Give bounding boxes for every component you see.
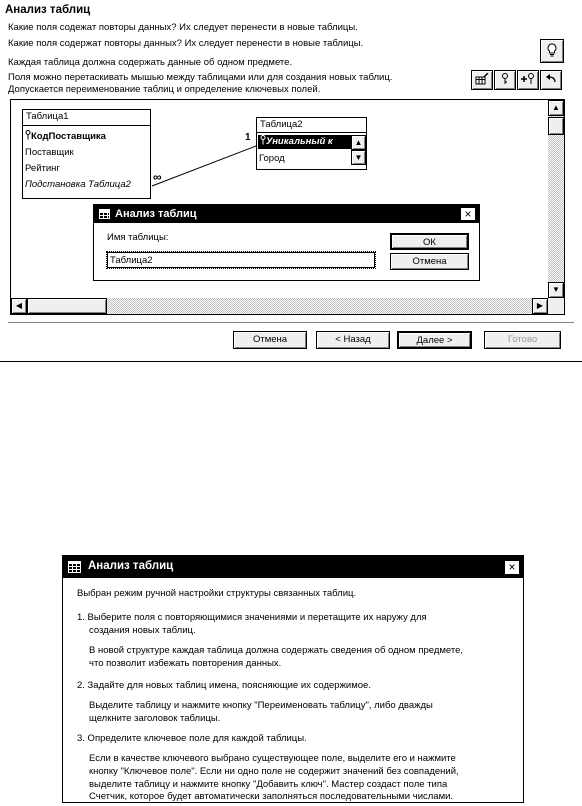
back-button[interactable]: < Назад [316,331,390,349]
field-item[interactable]: Рейтинг [25,163,60,174]
horizontal-scrollbar[interactable] [11,298,548,314]
step2-note: Выделите таблицу и нажмите кнопку "Переименовать таблицу", либо дважды [89,700,433,711]
cancel-button[interactable]: Отмена [233,331,307,349]
question-line-2: Какие поля содержат повторы данных? Их следует перенести в новые таблицы. [8,38,364,49]
field-label: КодПоставщика [31,131,106,142]
step2-note-cont: щелкните заголовок таблицы. [89,713,221,724]
step3-note: Если в качестве ключевого выбрано существующее поле, выделите его и нажмите [89,753,456,764]
relation-one-label: 1 [245,132,251,143]
field-item[interactable]: Поставщик [25,147,74,158]
scroll-down-arrow[interactable]: ▼ [548,282,564,298]
step1-text: 1. Выберите поля с повторяющимися значениями и перетащите их наружу для [77,612,427,623]
table-name-label: Имя таблицы: [107,232,169,243]
add-key-button[interactable] [517,70,539,90]
dialog-cancel-button[interactable]: Отмена [390,253,469,270]
field-item-selected[interactable] [258,135,351,149]
table2-scroll-up[interactable]: ▲ [351,135,366,150]
help-titlebar [63,556,523,578]
vertical-scrollbar[interactable] [548,100,564,298]
scroll-left-arrow[interactable]: ◀ [11,298,27,314]
next-button[interactable]: Далее > [397,331,472,349]
close-icon[interactable]: × [460,207,476,221]
rename-table-button[interactable] [471,70,493,90]
step1-text-cont: создания новых таблиц. [89,625,196,636]
table1-title[interactable]: Таблица1 [26,111,69,122]
table-analyzer-wizard [0,0,582,362]
scrollbar-corner [548,298,564,314]
hint-line-2: Поля можно перетаскивать мышью между таблицами или для создания новых таблиц. [8,72,393,83]
dialog-titlebar [94,205,479,223]
help-dialog [62,555,524,803]
help-title: Анализ таблиц [88,560,174,572]
table-name-input[interactable] [107,252,375,268]
help-intro: Выбран режим ручной настройки структуры связанных таблиц. [77,588,357,599]
rename-table-dialog [93,204,480,281]
relation-many-label: ∞ [153,170,162,184]
question-line-1: Какие поля содежат повторы данных? Их следует перенести в новые таблицы. [8,22,358,33]
step3-text: 3. Определите ключевое поле для каждой таблицы. [77,733,307,744]
table2-box[interactable] [256,117,367,170]
table-icon [68,561,81,573]
dialog-title: Анализ таблиц [115,208,197,220]
hint-line-1: Каждая таблица должна содержать данные об одном предмете. [8,57,293,68]
table2-title[interactable]: Таблица2 [260,119,303,130]
step3-note-cont: кнопку "Ключевое поле". Если ни одно поле не содержит значений без совпадений, [89,766,459,777]
step2-text: 2. Задайте для новых таблиц имена, поясняющие их содержимое. [77,680,371,691]
wizard-title: Анализ таблиц [5,4,91,16]
step1-note-cont: что позволит избежать повторения данных. [89,658,282,669]
close-icon[interactable]: × [504,560,520,575]
field-item[interactable]: Подстановка Таблица2 [25,179,131,190]
step3-note-cont: выделите таблицу и нажмите кнопку "Добавить ключ". Мастер создаст поле типа [89,779,448,790]
key-icon [501,73,509,85]
tips-button[interactable] [540,39,564,63]
field-label: Уникальный к [266,136,333,147]
undo-button[interactable] [540,70,562,90]
add-key-icon [520,73,536,85]
finish-button[interactable]: Готово [484,331,561,349]
table-icon [99,209,110,219]
field-item[interactable]: Город [259,153,285,164]
vertical-scroll-thumb[interactable] [548,117,564,135]
table1-box[interactable] [22,109,151,199]
step1-note: В новой структуре каждая таблица должна содержать сведения об одном предмете, [89,645,464,656]
hint-line-3: Допускается переименование таблиц и определение ключевых полей. [8,84,321,95]
rename-table-icon [475,73,489,85]
scroll-up-arrow[interactable]: ▲ [548,100,564,116]
undo-icon [545,74,557,84]
lightbulb-icon [546,43,558,57]
step3-note-cont: Счетчик, которое будет автоматически заполняться последовательными числами. [89,791,454,802]
field-item[interactable] [25,130,106,142]
horizontal-scroll-thumb[interactable] [27,298,107,314]
ok-button[interactable]: ОК [390,233,469,250]
scroll-right-arrow[interactable]: ▶ [532,298,548,314]
wizard-bottom-border [0,361,582,362]
separator [8,322,574,324]
key-field-button[interactable] [494,70,516,90]
table2-scroll-down[interactable]: ▼ [351,150,366,165]
